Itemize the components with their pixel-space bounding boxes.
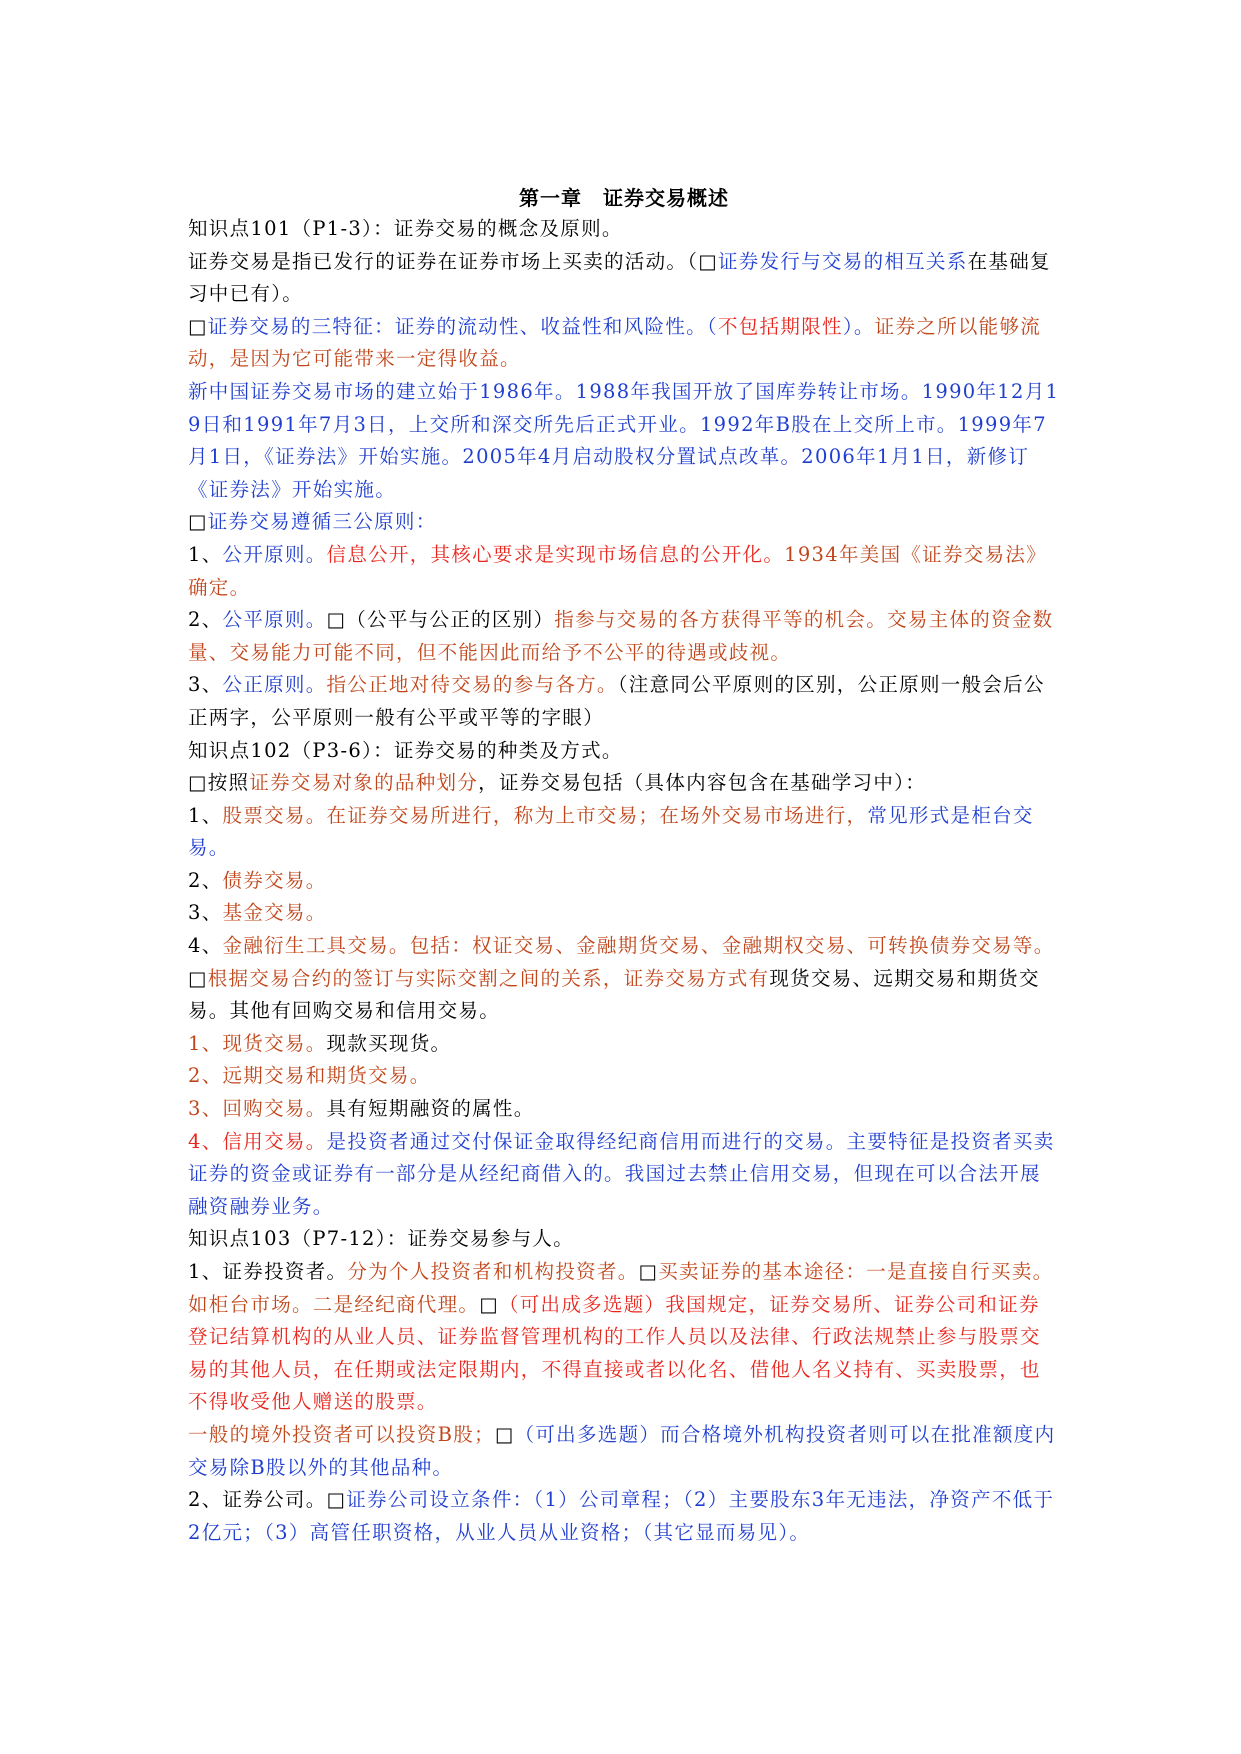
text-run: □（公平与公正的区别） bbox=[326, 608, 555, 632]
text-run: 公平原则。 bbox=[222, 608, 327, 632]
text-run: 一般的境外投资者可以投资B股； bbox=[188, 1422, 495, 1446]
text-run: 证券公司设立条件：（1）公司章程；（2）主要股东3年无违法，净资产不低于2亿元；（3）高管任职资格，从业人员从业资格；（其它显而易见）。 bbox=[188, 1488, 1055, 1544]
text-run: 知识点101（P1-3）：证券交易的概念及原则。 bbox=[188, 217, 623, 240]
text-run: （注意同公平原则的区别，公正原则一般会后公正两字，公平原则一般有公平或平等的字眼） bbox=[188, 673, 1045, 729]
text-run: 分为个人投资者和机构投资者。 bbox=[347, 1260, 639, 1283]
text-run: □ bbox=[638, 1260, 659, 1283]
chapter-title: 第一章 证券交易概述 bbox=[519, 186, 729, 210]
paragraph-methods-heading bbox=[188, 963, 1060, 1028]
paragraph-principle-2 bbox=[188, 604, 1060, 669]
text-run: 4、信用交易。 bbox=[188, 1129, 327, 1153]
text-run: 在基础复习中已有）。 bbox=[188, 249, 1051, 306]
paragraph-method-1 bbox=[188, 1028, 1060, 1061]
document-body bbox=[188, 213, 1060, 1549]
text-run: 现款买现货。 bbox=[326, 1031, 452, 1055]
text-run: 证券发行与交易的相互关系 bbox=[717, 249, 968, 273]
paragraph-kp101-heading bbox=[188, 213, 1060, 246]
text-run: 证券交易是指已发行的证券在证券市场上买卖的活动。（□ bbox=[188, 249, 718, 273]
text-run: 2、 bbox=[188, 608, 223, 632]
text-run: 具有短期融资的属性。 bbox=[326, 1097, 535, 1121]
text-run: □ bbox=[188, 314, 208, 338]
paragraph-types-heading bbox=[188, 767, 1060, 800]
text-run: 证券交易的三特征：证券的流动性、收益性和风险性。（ bbox=[207, 314, 718, 338]
text-run: （可出成多选题）我国规定，证券交易所、证券公司和证券登记结算机构的从业人员、证券监督管理机构的工作人员以及法律、行政法规禁止参与股票交易的其他人员，在任期或法定限期内，不得直接或者以化名、借他人名义持有、买卖股票，也不得收受他人赠送的股票。 bbox=[188, 1292, 1041, 1414]
text-run: 3、 bbox=[188, 901, 223, 925]
text-run: （可出多选题）而合格境外机构投资者则可以在批准额度内交易除B股以外的其他品种。 bbox=[188, 1422, 1056, 1479]
text-run: ，证券交易包括（具体内容包含在基础学习中）： bbox=[478, 771, 926, 795]
paragraph-method-2 bbox=[188, 1060, 1060, 1093]
text-run: 买卖证券的基本途径：一是直接自行买卖。如柜台市场。二是经纪商代理。 bbox=[188, 1260, 1054, 1316]
text-run: 常见形式是柜台交易。 bbox=[188, 803, 1034, 860]
paragraph-type-3 bbox=[188, 897, 1060, 930]
text-run: 证券交易遵循三公原则： bbox=[207, 510, 437, 534]
text-run: 1、 bbox=[188, 542, 223, 566]
paragraph-principle-3 bbox=[188, 669, 1060, 734]
document-page bbox=[188, 183, 1060, 1549]
paragraph-definition bbox=[188, 246, 1060, 311]
paragraph-participant-2 bbox=[188, 1484, 1060, 1549]
text-run: 金融衍生工具交易。包括：权证交易、金融期货交易、金融期权交易、可转换债券交易等。 bbox=[222, 934, 1055, 958]
text-run: 2、 bbox=[188, 868, 223, 892]
paragraph-method-4 bbox=[188, 1126, 1060, 1224]
paragraph-kp102-heading bbox=[188, 735, 1060, 768]
text-run: 信息公开，其核心要求是实现市场信息的公开化。 bbox=[326, 542, 785, 566]
text-run: 1、证券投资者。 bbox=[188, 1260, 348, 1283]
text-run: □ bbox=[494, 1422, 515, 1446]
text-run: 1、 bbox=[188, 803, 223, 827]
paragraph-method-3 bbox=[188, 1093, 1060, 1126]
paragraph-history bbox=[188, 376, 1060, 506]
text-run: 债券交易。 bbox=[222, 868, 327, 892]
text-run: 是投资者通过交付保证金取得经纪商信用而进行的交易。主要特征是投资者买卖证券的资金或证券有一部分是从经纪商借入的。我国过去禁止信用交易，但现在可以合法开展融资融券业务。 bbox=[188, 1129, 1055, 1218]
text-run: □按照 bbox=[188, 771, 250, 795]
text-run: 根据交易合约的签订与实际交割之间的关系，证券交易方式有 bbox=[207, 966, 770, 990]
text-run: 公开原则。 bbox=[222, 542, 327, 566]
text-run: 证券之所以能够流动，是因为它可能带来一定得收益。 bbox=[188, 314, 1042, 371]
paragraph-type-2 bbox=[188, 865, 1060, 898]
text-run: 公正原则。 bbox=[222, 673, 327, 697]
text-run: 新中国证券交易市场的建立始于1986年。1988年我国开放了国库券转让市场。1990年12月19日和1991年7月3日，上交所和深交所先后正式开业。1992年B股在上交所上市。1999年7月1日，《证券法》开始实施。2005年4月启动股权分置试点改革。2006年1月1日，新修订《证券法》开始实施。 bbox=[188, 379, 1060, 501]
text-run: 1、现货交易。 bbox=[188, 1031, 327, 1055]
paragraph-foreign-investors bbox=[188, 1419, 1060, 1484]
paragraph-principle-1 bbox=[188, 539, 1060, 604]
text-run: 2、证券公司。□ bbox=[188, 1488, 347, 1512]
text-run: 指参与交易的各方获得平等的机会。交易主体的资金数量、交易能力可能不同，但不能因此而给予不公平的待遇或歧视。 bbox=[188, 608, 1054, 664]
text-run: 股票交易。在证券交易所进行，称为上市交易；在场外交易市场进行， bbox=[222, 803, 868, 827]
text-run: □ bbox=[479, 1292, 499, 1316]
text-run: 基金交易。 bbox=[222, 901, 327, 925]
paragraph-kp103-heading bbox=[188, 1223, 1060, 1256]
text-run: 证券交易对象的品种划分 bbox=[249, 771, 479, 795]
text-run: 指公正地对待交易的参与各方。 bbox=[326, 673, 618, 697]
text-run: 知识点102（P3-6）：证券交易的种类及方式。 bbox=[188, 738, 623, 762]
text-run: □ bbox=[188, 510, 208, 534]
paragraph-three-features bbox=[188, 311, 1060, 376]
text-run: 3、 bbox=[188, 673, 223, 697]
text-run: ）。 bbox=[842, 314, 875, 338]
text-run: 4、 bbox=[188, 934, 223, 958]
text-run: 知识点103（P7-12）：证券交易参与人。 bbox=[188, 1227, 574, 1251]
text-run: □ bbox=[188, 966, 208, 990]
text-run: 1934年美国《证券交易法》确定。 bbox=[188, 542, 1047, 599]
text-run: 2、远期交易和期货交易。 bbox=[188, 1064, 431, 1088]
text-run: 不包括期限性 bbox=[718, 314, 843, 338]
paragraph-type-1 bbox=[188, 800, 1060, 865]
text-run: 3、回购交易。 bbox=[188, 1097, 327, 1121]
paragraph-principles-heading bbox=[188, 506, 1060, 539]
paragraph-type-4 bbox=[188, 930, 1060, 963]
text-run: 现货交易、远期交易和期货交易。其他有回购交易和信用交易。 bbox=[188, 966, 1040, 1023]
paragraph-participant-1 bbox=[188, 1256, 1060, 1419]
